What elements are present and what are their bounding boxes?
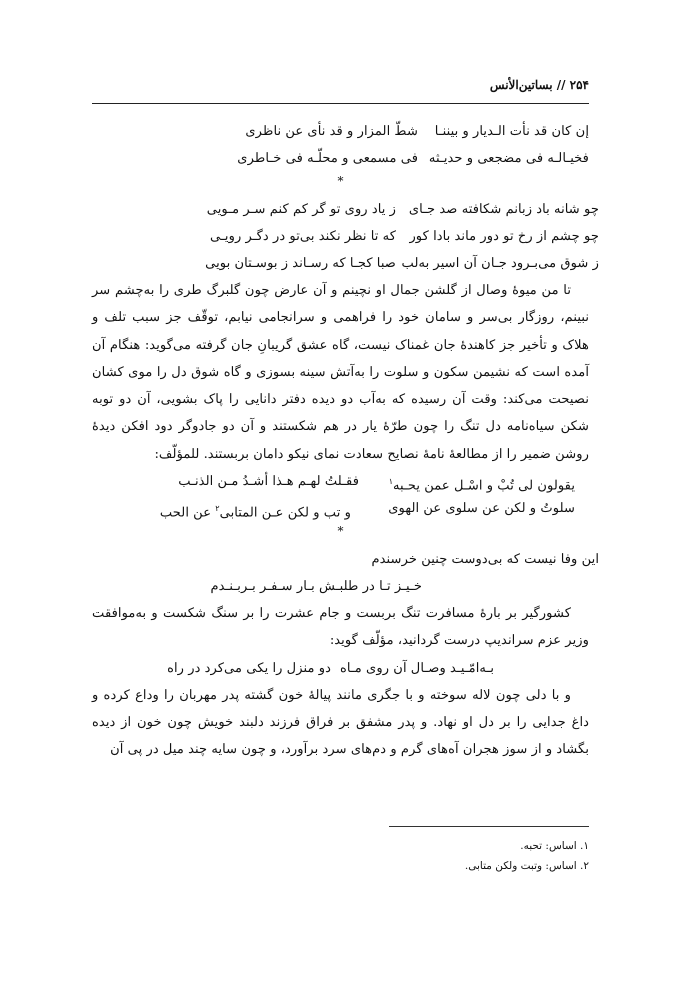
page-body <box>92 118 599 764</box>
hemistich-text-end: عن الحب <box>159 505 212 521</box>
hemistich-first: سلوتُ و لکن عن سلوی عن الهوی <box>388 501 575 517</box>
hemistich-second: خـیـز تـا در طلبـش بـار سـفـر بـربـنـدم <box>210 579 422 595</box>
hemistich-first: إن کان قد نأت الـدیار و بیننـا <box>434 124 589 139</box>
header-rule <box>92 103 589 104</box>
verse-line <box>92 495 589 522</box>
prose-paragraph: تا من میوهٔ وصال از گلشن جمال او نچینم و آن عارض چون گلبرگ طری را به‌چشم سر نبینم، روزگار بی‌سر و سامان خود را فراهمی و سرانجامی نیابم، توقّف جز سبب تلف و هلاک و تأخیر جز کاهندهٔ جان غمناک نیست، گاه عشق گریبانِ جان گرفته می‌گوید: هنگام آن آمده است که نشیمن سکون و سلوت را به‌آتش سینه بسوزی و گاه شوق دل را موی کشان نصیحت می‌کند: وقت آن رسیده که به‌آب دو دیده دفتر دانایی را پاک بشویی، آن دو توبه شکن سیاه‌نامه دل تنگ را چون طرّهٔ یار در هم شکستند و آن دو جادوگر دود افکن دیدهٔ روشن ضمیر را از مطالعهٔ نامهٔ نصایح سعادت نمای نیکو دامان بربستند. للمؤلّف: <box>92 283 589 462</box>
verse-line <box>92 655 589 682</box>
hemistich-second: شطّ المزار و قد نأی عن ناظری <box>245 124 418 139</box>
footnote: ۲. اساس: وتبت ولکن متابی. <box>464 860 589 872</box>
hemistich-second: فقـلتُ لهـم هـذا أشـدُ مـن الذنـب <box>178 474 359 490</box>
verse-line <box>92 250 599 277</box>
hemistich-first: این وفا نیست که بی‌دوست چنین خرسندم <box>371 552 599 568</box>
hemistich-first: چو چشم از رخ تو دور ماند بادا کور <box>409 229 599 244</box>
hemistich-first: فخیـالـه فی مضجعی و حدیـثه <box>428 151 589 166</box>
footnote: ۱. اساس: تحبه. <box>520 840 589 852</box>
verse-line <box>92 546 599 573</box>
hemistich-second: ز یاد روی تو گر کم کنم سـر مـویی <box>206 202 396 217</box>
verse-line <box>92 573 589 600</box>
hemistich-first: ز شوق می‌بـرود جـان آن اسیر به‌لب <box>401 256 599 271</box>
hemistich-second: صبا کجـا که رسـاند ز بوسـتان بویی <box>205 256 396 271</box>
prose-paragraph: و با دلی چون لاله سوخته و با جگری مانند پیالهٔ خون گشته پدر مهربان را وداع کرده و داغ جدایی را بر دل او نهاد. و پدر مشفق بر فراق فرزند دلبند خویش چون خون از دیده بگشاد و از سوز هجران آه‌های گرم و دم‌های سرد برآورد، و چون سایه چند میل در پی آن <box>92 687 589 758</box>
footnotes <box>92 836 589 876</box>
hemistich-second: فی مسمعی و محلّـه فی خـاطری <box>237 151 418 166</box>
verse-line <box>92 145 589 172</box>
verse-line <box>92 223 599 250</box>
prose-paragraph: کشورگیر بر بارهٔ مسافرت تنگ بربست و جام عشرت را بر سنگ شکست و به‌موافقت وزیر عزم سراندیپ درست گردانید، مؤلّف گوید: <box>92 606 589 649</box>
footnote-marker: ۲ <box>215 504 220 514</box>
section-star: * <box>337 174 344 188</box>
hemistich-second <box>160 495 351 526</box>
hemistich-first: بـه‌امّـیـد وصـال آن روی مـاه <box>339 660 494 676</box>
section-star: * <box>337 524 344 539</box>
hemistich-second: که تا نظر نکند بی‌تو در دگـر رویـی <box>210 229 396 244</box>
hemistich-text: و تب و لکن عـن المتابی <box>219 505 351 521</box>
verse-line <box>92 196 599 223</box>
footnote-marker: ۱ <box>388 477 393 487</box>
footnote-rule <box>389 826 589 827</box>
hemistich-text: یقولون لی تُبْ و اسْـل عمن یحـبه <box>392 478 575 494</box>
verse-line <box>92 118 589 145</box>
verse-line <box>92 468 589 495</box>
hemistich-first: چو شانه باد زبانم شکافته صد جـای <box>408 202 599 217</box>
running-header: ۲۵۴ // بساتین‌الأنس <box>489 78 589 92</box>
hemistich-second: دو منزل را یکی می‌کرد در راه <box>167 660 331 676</box>
